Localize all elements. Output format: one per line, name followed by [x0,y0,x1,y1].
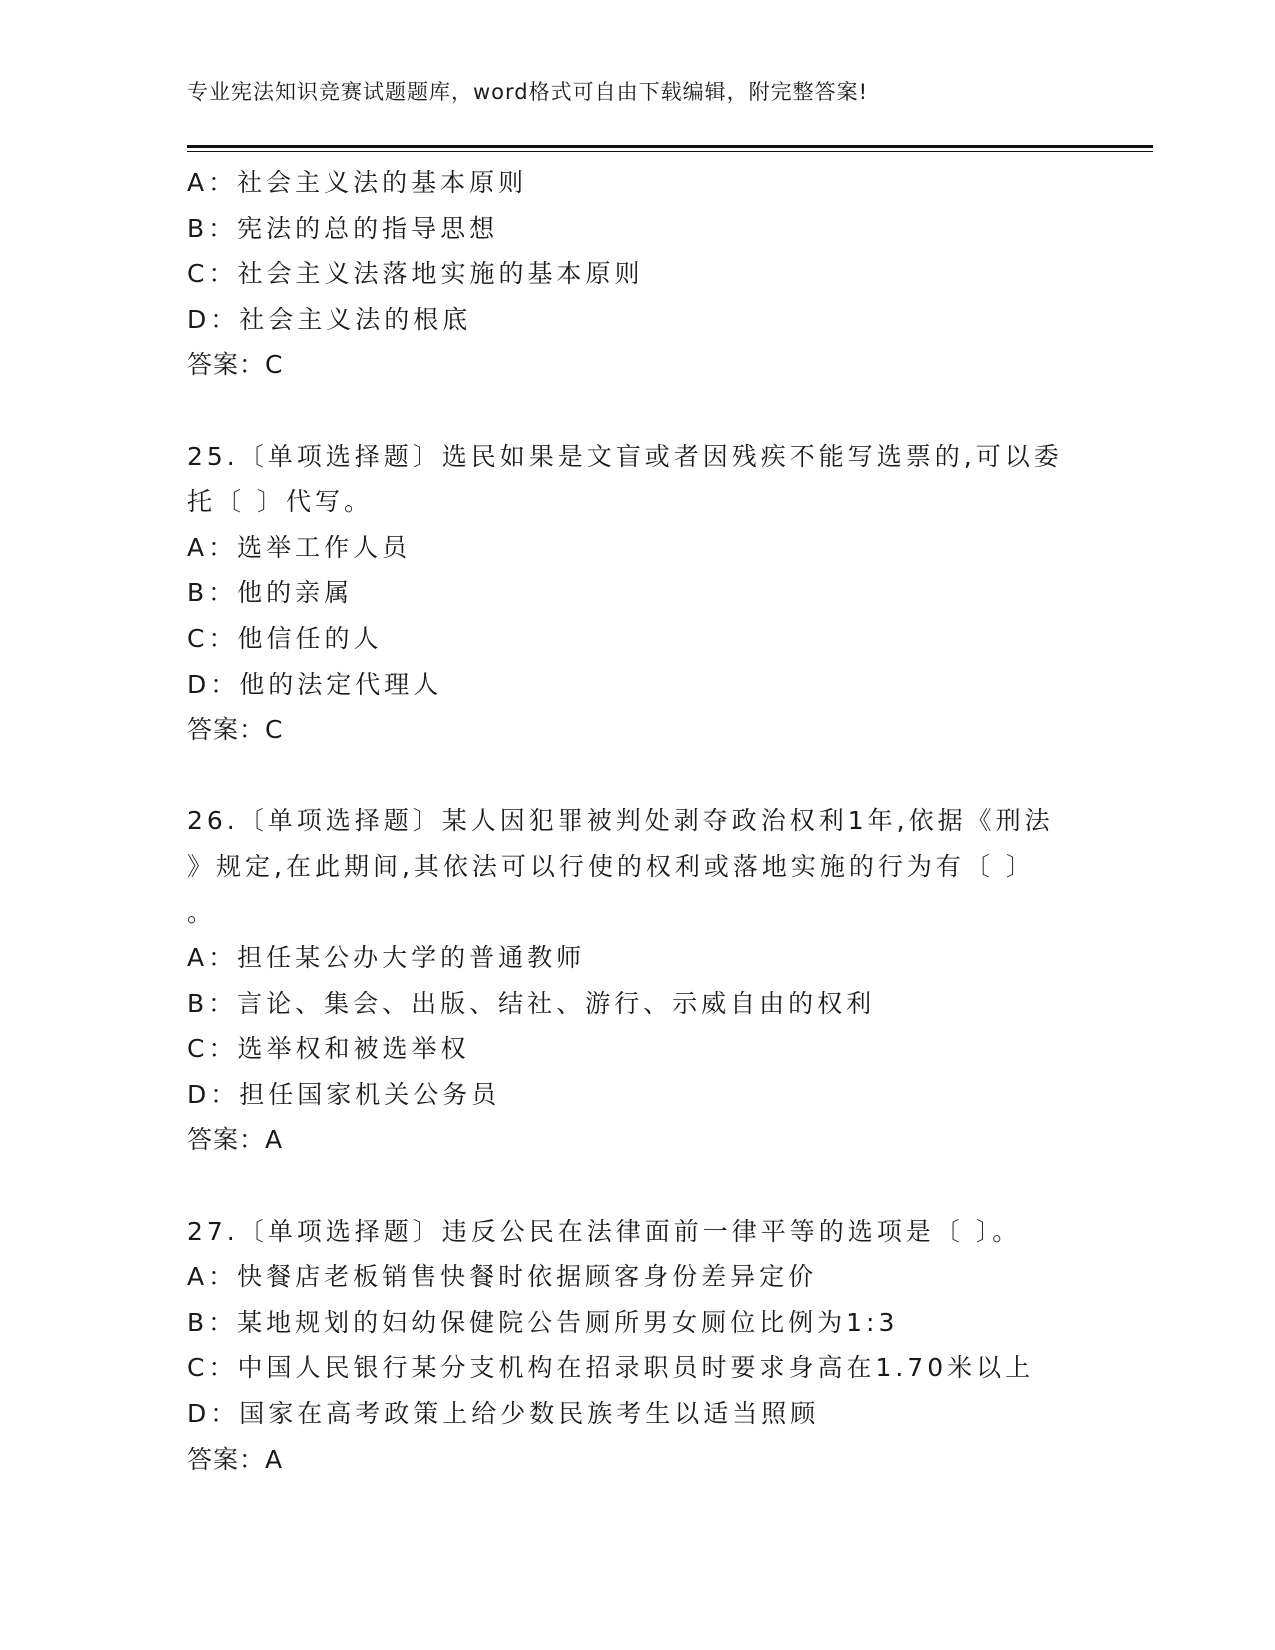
option-a: A：担任某公办大学的普通教师 [187,943,586,973]
option-c: C：中国人民银行某分支机构在招录职员时要求身高在1.70米以上 [187,1353,1035,1383]
question-26 [187,798,1067,1163]
document-body [187,160,1067,1482]
option-c: C：选举权和被选举权 [187,1034,470,1064]
option-b: B：宪法的总的指导思想 [187,213,499,243]
option-b: B：他的亲属 [187,578,354,608]
option-d: D：国家在高考政策上给少数民族考生以适当照顾 [187,1399,820,1429]
option-c: C：社会主义法落地实施的基本原则 [187,259,644,289]
option-d: D：社会主义法的根底 [187,304,472,334]
option-a: A：快餐店老板销售快餐时依据顾客身份差异定价 [187,1262,818,1292]
question-text-line: 26.〔单项选择题〕某人因犯罪被判处剥夺政治权利1年,依据《刑法 [187,806,1054,836]
answer-label: 答案：C [187,350,284,380]
option-b: B：言论、集会、出版、结社、游行、示威自由的权利 [187,988,876,1018]
spacer [187,388,1067,434]
header-rule-thin [187,151,1153,152]
answer-label: 答案：A [187,1444,284,1474]
option-a: A：社会主义法的基本原则 [187,168,528,197]
question-text-line: 27.〔单项选择题〕违反公民在法律面前一律平等的选项是〔 〕。 [187,1216,1022,1246]
question-text-line: 》规定,在此期间,其依法可以行使的权利或落地实施的行为有〔 〕 [187,851,1035,881]
question-text-line: 托〔 〕代写。 [187,487,373,517]
header-rule-thick [187,145,1153,148]
spacer [187,753,1067,799]
answer-label: 答案：C [187,715,284,745]
question-text-line: 25.〔单项选择题〕选民如果是文盲或者因残疾不能写选票的,可以委 [187,441,1063,471]
option-d: D：他的法定代理人 [187,669,443,699]
page-header: 专业宪法知识竞赛试题题库，word格式可自由下载编辑，附完整答案! [187,80,869,104]
option-b: B：某地规划的妇幼保健院公告厕所男女厕位比例为1:3 [187,1307,899,1337]
answer-label: 答案：A [187,1125,284,1155]
spacer [187,1163,1067,1209]
question-27 [187,1209,1067,1483]
option-a: A：选举工作人员 [187,532,412,562]
option-c: C：他信任的人 [187,623,383,653]
question-text-line: 。 [187,897,217,927]
question-24-continued [187,160,1067,388]
question-25 [187,434,1067,753]
option-d: D：担任国家机关公务员 [187,1079,501,1109]
